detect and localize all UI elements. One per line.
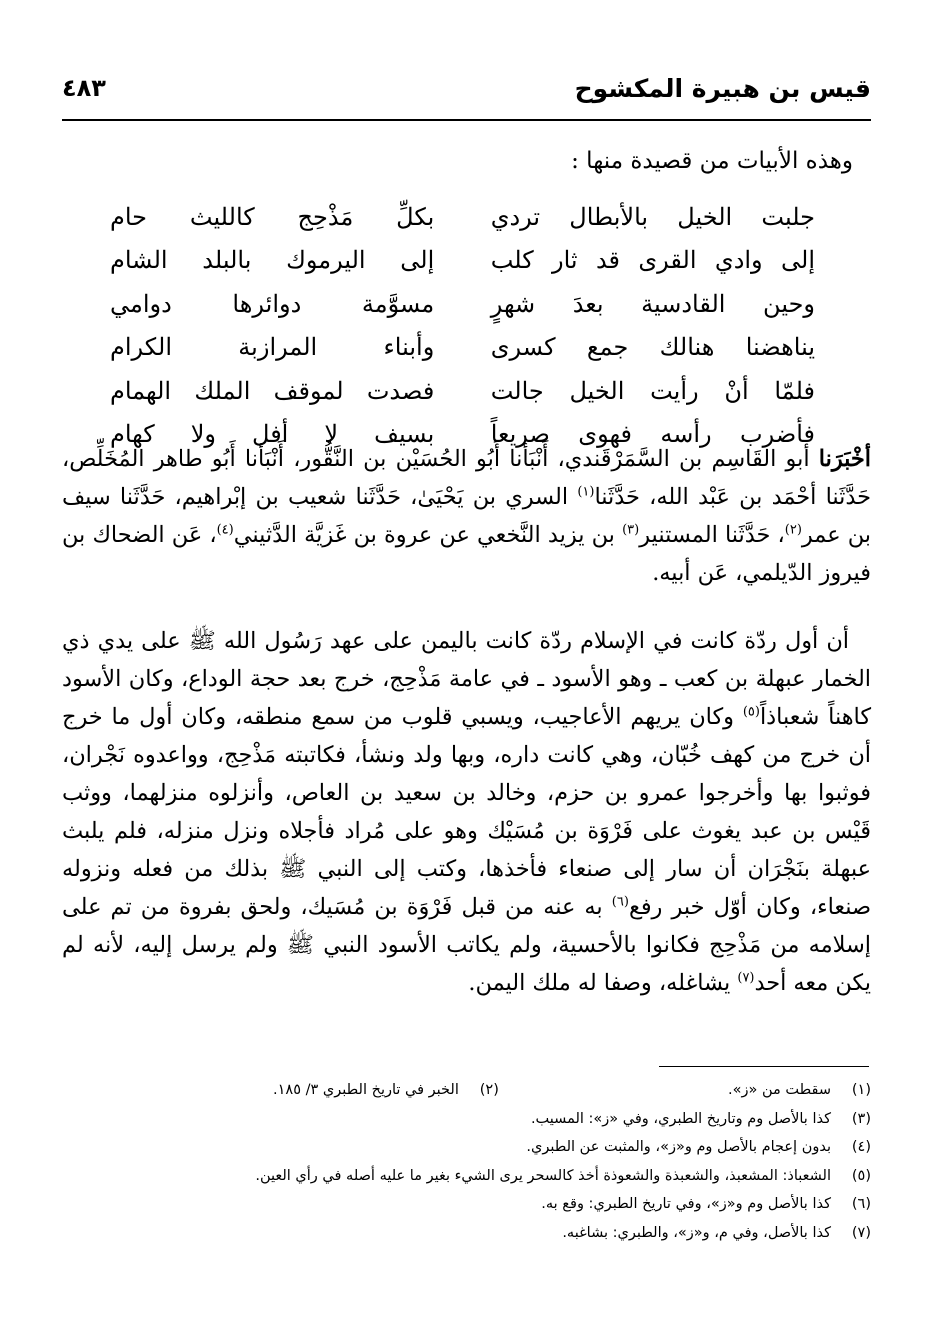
footnote-text: كذا بالأصل وم وتاريخ الطبري، وفي «ز»: المسيب. bbox=[530, 1110, 831, 1127]
footnote-ref: (٧) bbox=[737, 970, 755, 986]
poem bbox=[110, 195, 815, 456]
footnote-row bbox=[62, 1076, 871, 1105]
footnote-item bbox=[62, 1133, 871, 1162]
narrative-text: أن أول ردّة كانت في الإسلام ردّة كانت باليمن على عهد رَسُول الله ﷺ على يدي ذي الخمار عبهلة بن كعب ـ وهو الأسود ـ في عامة مَذْحِج، خرج بعد حجة الوداع، وكان الأسود كاهناً شعباذاً bbox=[62, 628, 871, 730]
verse bbox=[110, 326, 815, 370]
footnote-item bbox=[62, 1105, 871, 1134]
verse-second-hemistich: فصدت لموقف الملك الهمام bbox=[110, 376, 435, 405]
footnote-number: (٢) bbox=[479, 1082, 499, 1098]
footnote-text: كذا بالأصل وم و«ز»، وفي تاريخ الطبري: وقع به. bbox=[541, 1196, 831, 1213]
verse bbox=[110, 239, 815, 283]
page-header bbox=[62, 70, 871, 116]
verse bbox=[110, 195, 815, 239]
footnote-number: (١) bbox=[851, 1082, 871, 1098]
footnote-ref: (٤) bbox=[216, 522, 234, 538]
footnote-item bbox=[499, 1076, 871, 1105]
isnad-text: السري بن يَحْيَىٰ، حَدَّثَنا شعيب بن إبْراهيم، حَدَّثَنا سيف بن عمر bbox=[62, 484, 871, 548]
isnad-text: بن يزيد النَّخعي عن عروة بن غَزيَّة الدَّثيني bbox=[233, 522, 623, 548]
footnote-item bbox=[62, 1219, 871, 1248]
verse-first-hemistich: فلمّا أنْ رأيت الخيل جالت bbox=[490, 376, 815, 405]
verse-second-hemistich: وأبناء المرازبة الكرام bbox=[110, 333, 435, 362]
verse-second-hemistich: إلى اليرموك بالبلد الشام bbox=[110, 246, 435, 275]
page-number: ٤٨٣ bbox=[62, 74, 106, 102]
footnote-ref: (٣) bbox=[622, 522, 640, 538]
footnote-ref: (١) bbox=[577, 484, 595, 500]
verse-second-hemistich: بكلِّ مَذْحِج كالليث حام bbox=[110, 202, 435, 231]
footnote-item bbox=[62, 1190, 871, 1219]
footnote-number: (٧) bbox=[851, 1224, 871, 1241]
footnote-text: بدون إعجام بالأصل وم و«ز»، والمثبت عن الطبري. bbox=[526, 1139, 831, 1156]
footnote-item bbox=[62, 1162, 871, 1191]
header-rule bbox=[62, 119, 871, 121]
verse bbox=[110, 282, 815, 326]
isnad-text: ، حَدَّثَنا المستنير bbox=[639, 522, 785, 548]
verse-second-hemistich: مسوَّمة دوائرها دوامي bbox=[110, 289, 435, 318]
footnotes bbox=[62, 1076, 871, 1248]
footnote-text: الشعباذ: المشعبذ، والشعبذة والشعوذة أخذ كالسحر يرى الشيء بغير ما عليه أصله في رأي العين. bbox=[255, 1167, 831, 1184]
footnote-separator bbox=[659, 1066, 869, 1067]
footnote-number: (٣) bbox=[851, 1110, 871, 1127]
akhbarana-lead: أخْبَرَنا bbox=[818, 446, 871, 472]
footnote-ref: (٥) bbox=[742, 704, 760, 720]
footnote-ref: (٢) bbox=[784, 522, 802, 538]
narrative-paragraph bbox=[62, 622, 871, 1002]
running-title: قيس بن هبيرة المكشوح bbox=[574, 74, 871, 103]
narrative-text: به عنه من قبل فَرْوَة بن مُسَيك، ولحق بفروة من تم على إسلامه من مَذْحِج فكانوا بالأحسية، ولم يكاتب الأسود النبي ﷺ ولم يرسل إليه، لأنه لم يكن معه أحد bbox=[62, 894, 871, 996]
verse-second-hemistich: بسيف لا أفل ولا كهام bbox=[110, 420, 435, 449]
isnad-text: أبو القَاسِم بن السَّمَرْقَندي، أَنْبَأنا أَبُو الحُسَيْن بن النَّقُّور، أَنْبَأنا أَبُو طاهر المُخَلِّص، حَدَّثَنا أحْمَد بن عَبْد الله، حَدَّثَنا bbox=[62, 446, 871, 510]
verse-first-hemistich: جلبت الخيل بالأبطال تردي bbox=[490, 202, 815, 231]
footnote-text: كذا بالأصل، وفي م، و«ز»، والطبري: بشاغبه. bbox=[562, 1224, 831, 1241]
verse-first-hemistich: يناهضنا هنالك جمع كسرى bbox=[490, 333, 815, 362]
footnote-number: (٤) bbox=[851, 1139, 871, 1156]
verse-first-hemistich: وحين القادسية بعدَ شهرٍ bbox=[490, 289, 815, 318]
footnote-number: (٦) bbox=[851, 1196, 871, 1213]
narrative-text: يشاغله، وصفا له ملك اليمن. bbox=[468, 970, 738, 996]
narrative-text: وكان يريهم الأعاجيب، ويسبي قلوب من سمع منطقه، وكان أول ما خرج أن خرج من كهف خُبّان، وهي كانت داره، وبها ولد ونشأ، فكاتبته مَذْحِج، وواعدوه نَجْران، فوثبوا بها وأخرجوا عمرو بن حزم، وخالد بن سعيد بن العاص، وأنزلوه منزلهما، ووثب قَيْس بن عبد يغوث على فَرْوَة بن مُسَيْك وهو على مُراد فأجلاه ونزل منزله، فلم يلبث عبهلة بنَجْرَان أن سار إلى صنعاء فأخذها، وكتب إلى النبي ﷺ بذلك من فعله ونزوله صنعاء، وكان أوّل خبر رفع bbox=[62, 704, 871, 920]
verse-first-hemistich: فأضرب رأسه فهوى صريعاً bbox=[490, 420, 815, 449]
footnote-text: الخبر في تاريخ الطبري ٣/ ١٨٥. bbox=[273, 1082, 459, 1098]
isnad-paragraph bbox=[62, 440, 871, 592]
footnote-number: (٥) bbox=[851, 1167, 871, 1184]
verse-first-hemistich: إلى وادي القرى قد ثار كلب bbox=[490, 246, 815, 275]
footnote-text: سقطت من «ز». bbox=[728, 1082, 831, 1098]
footnote-ref: (٦) bbox=[611, 894, 629, 910]
verse bbox=[110, 369, 815, 413]
isnad-text: ، عَن الضحاك بن فيروز الدّيلمي، عَن أبيه. bbox=[62, 522, 871, 586]
footnote-item bbox=[127, 1076, 499, 1105]
poem-intro: وهذه الأبيات من قصيدة منها : bbox=[571, 148, 853, 174]
